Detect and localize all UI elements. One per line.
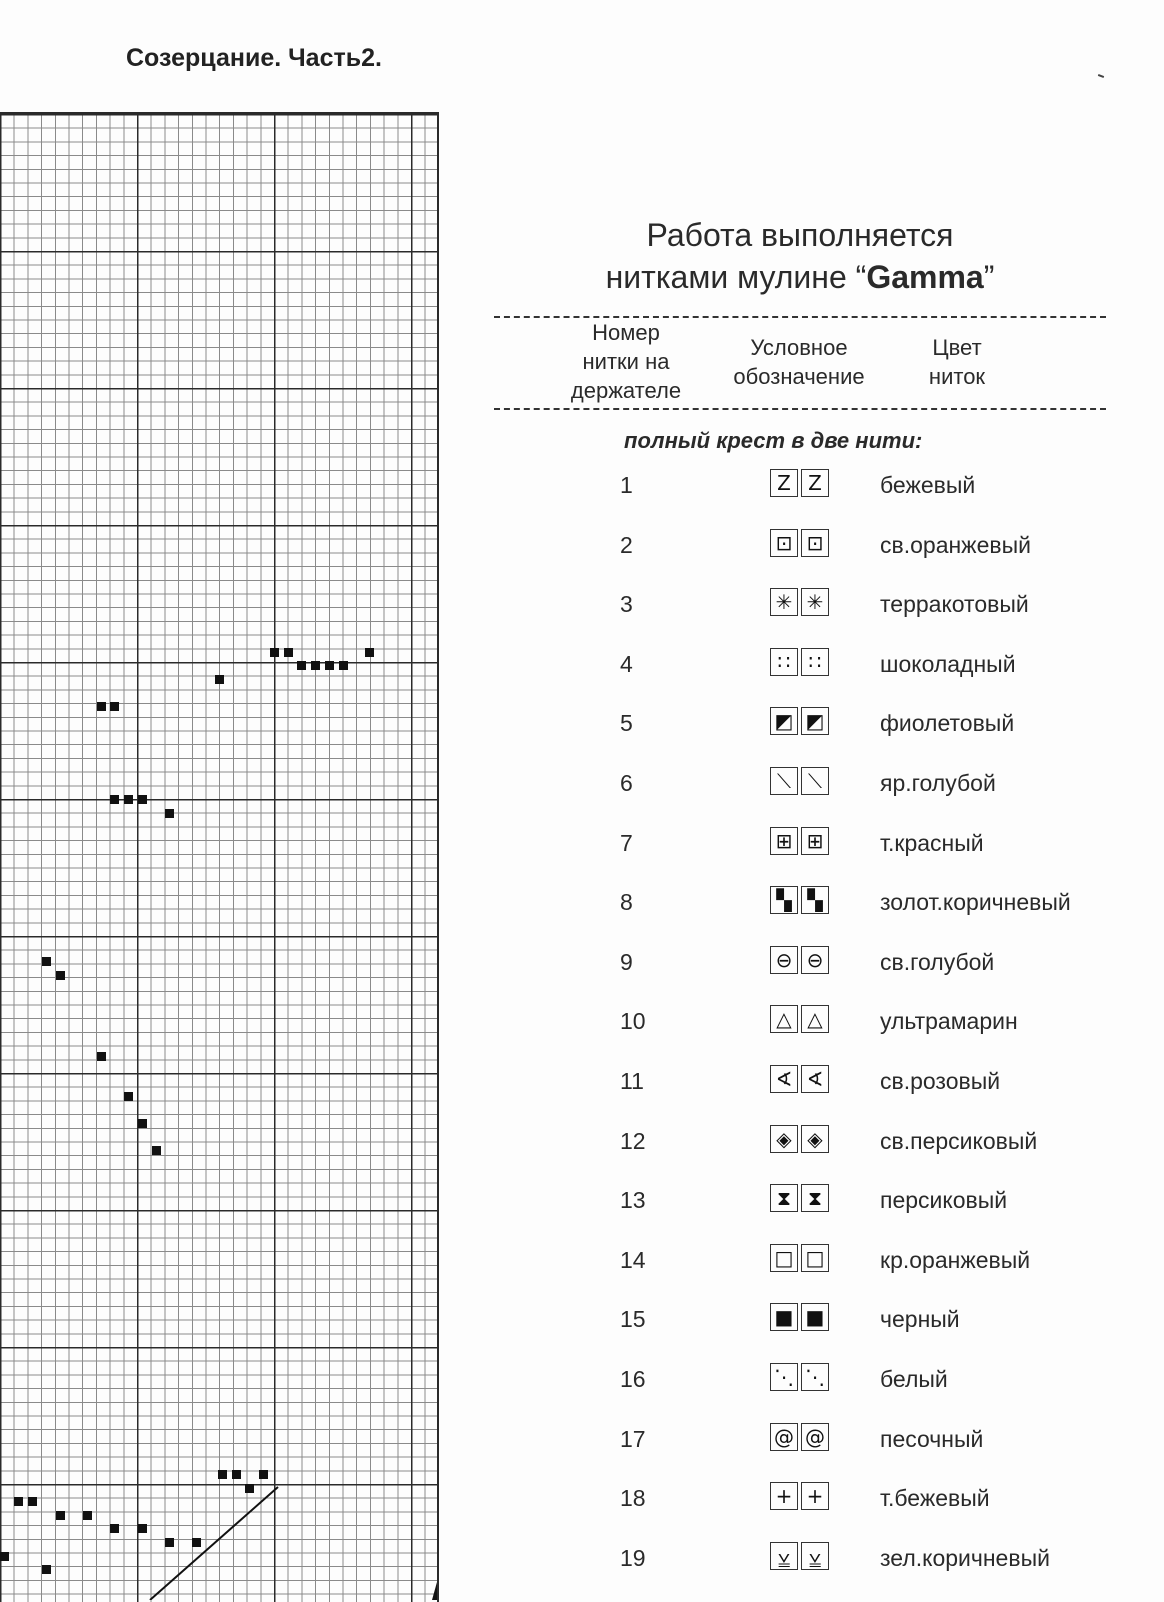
column-header-symbol: Условное обозначение bbox=[733, 335, 865, 389]
thread-number: 13 bbox=[620, 1187, 646, 1214]
legend-row bbox=[620, 1299, 1120, 1339]
half-filled-square-icon bbox=[770, 707, 834, 739]
diagonal-lines-icon bbox=[770, 767, 834, 799]
thread-color: песочный bbox=[880, 1425, 984, 1452]
legend-row bbox=[620, 465, 1120, 505]
symbol-cell: ◩ bbox=[801, 707, 829, 735]
thread-number: 14 bbox=[620, 1246, 646, 1273]
thread-number: 16 bbox=[620, 1366, 646, 1392]
thread-number: 5 bbox=[620, 710, 633, 737]
symbol-cell: ⩣ bbox=[770, 1542, 798, 1570]
thread-number: 1 bbox=[620, 472, 633, 498]
symbol-cell: ◈ bbox=[770, 1125, 798, 1153]
symbol-cell: ■ bbox=[770, 1303, 798, 1331]
thread-color: терракотовый bbox=[880, 591, 1029, 618]
chart-pattern-marks bbox=[0, 112, 437, 1600]
scan-speck bbox=[1098, 74, 1104, 78]
symbol-cell: △ bbox=[801, 1005, 829, 1033]
grid-square-icon bbox=[770, 827, 834, 859]
thread-color: св.голубой bbox=[880, 948, 995, 975]
thread-number: 19 bbox=[620, 1544, 646, 1571]
zigzag-z-icon bbox=[770, 469, 834, 501]
four-dots-icon bbox=[770, 648, 834, 680]
legend-row bbox=[620, 1240, 1120, 1280]
symbol-cell: ⋱ bbox=[801, 1363, 829, 1391]
legend-row bbox=[620, 1538, 1120, 1578]
thread-number: 10 bbox=[620, 1008, 646, 1035]
empty-square-icon bbox=[770, 1244, 834, 1276]
symbol-cell: ⟍ bbox=[770, 767, 798, 795]
symbol-cell: ✳ bbox=[770, 588, 798, 616]
thread-color: т.бежевый bbox=[880, 1485, 990, 1512]
dot-in-square-icon bbox=[770, 529, 834, 561]
symbol-cell: ⧗ bbox=[801, 1184, 829, 1212]
asterisk-icon bbox=[770, 588, 834, 620]
thread-color: т.красный bbox=[880, 829, 984, 856]
thread-color: золот.коричневый bbox=[880, 889, 1071, 916]
symbol-cell: ∢ bbox=[770, 1065, 798, 1093]
thread-color: св.персиковый bbox=[880, 1127, 1038, 1154]
thread-number: 17 bbox=[620, 1425, 646, 1452]
column-header-number: Номер нитки на держателе bbox=[570, 320, 682, 403]
column-header-color: Цвет ниток bbox=[928, 335, 986, 389]
triangle-icon bbox=[770, 1005, 834, 1037]
legend-heading-line1: Работа выполняется bbox=[646, 217, 954, 253]
symbol-cell: ⧗ bbox=[770, 1184, 798, 1212]
symbol-cell: ∷ bbox=[801, 648, 829, 676]
symbol-cell: ⊡ bbox=[770, 529, 798, 557]
symbol-cell: ▚ bbox=[801, 886, 829, 914]
thread-color: зел.коричневый bbox=[880, 1544, 1050, 1571]
symbol-cell: ⊞ bbox=[770, 827, 798, 855]
at-sign-icon bbox=[770, 1423, 834, 1455]
legend-row bbox=[620, 1359, 1120, 1399]
symbol-cell: ⊡ bbox=[801, 529, 829, 557]
legend-row bbox=[620, 1061, 1120, 1101]
symbol-cell: ⩣ bbox=[801, 1542, 829, 1570]
thread-color: яр.голубой bbox=[880, 770, 996, 796]
legend-row bbox=[620, 1478, 1120, 1518]
legend-row bbox=[620, 584, 1120, 624]
symbol-cell: ◈ bbox=[801, 1125, 829, 1153]
legend-row bbox=[620, 1180, 1120, 1220]
legend-row bbox=[620, 525, 1120, 565]
legend-row bbox=[620, 1121, 1120, 1161]
three-dots-icon bbox=[770, 1363, 834, 1395]
symbol-cell: ▚ bbox=[770, 886, 798, 914]
symbol-cell: + bbox=[770, 1482, 798, 1510]
legend-row bbox=[620, 1419, 1120, 1459]
thread-number: 18 bbox=[620, 1485, 646, 1512]
symbol-cell: @ bbox=[770, 1423, 798, 1451]
symbol-cell: Z bbox=[801, 469, 829, 497]
leaf-curve-icon bbox=[770, 1065, 834, 1097]
page-title: Созерцание. Часть2. bbox=[126, 44, 382, 72]
symbol-cell: ⊞ bbox=[801, 827, 829, 855]
legend-heading-line2: нитками мулине “Gamma” bbox=[605, 259, 995, 295]
symbol-cell: ⋱ bbox=[770, 1363, 798, 1391]
thread-number: 12 bbox=[620, 1127, 646, 1154]
symbol-cell: + bbox=[801, 1482, 829, 1510]
symbol-cell: △ bbox=[770, 1005, 798, 1033]
thread-color: св.оранжевый bbox=[880, 531, 1031, 558]
legend-heading bbox=[480, 214, 1120, 298]
thread-color: св.розовый bbox=[880, 1068, 1001, 1094]
filled-square-icon bbox=[770, 1303, 834, 1335]
thread-number: 3 bbox=[620, 591, 633, 618]
diamond-dot-icon bbox=[770, 1125, 834, 1157]
thread-number: 6 bbox=[620, 770, 633, 796]
symbol-cell: □ bbox=[801, 1244, 829, 1272]
legend-row bbox=[620, 763, 1120, 803]
legend-divider-bottom bbox=[494, 408, 1106, 410]
symbol-cell: ∷ bbox=[770, 648, 798, 676]
thread-number: 11 bbox=[620, 1068, 644, 1094]
symbol-cell: ✳ bbox=[801, 588, 829, 616]
legend-row bbox=[620, 882, 1120, 922]
thread-number: 7 bbox=[620, 829, 633, 856]
symbol-cell: ⊖ bbox=[801, 946, 829, 974]
symbol-cell: ■ bbox=[801, 1303, 829, 1331]
symbol-cell: @ bbox=[801, 1423, 829, 1451]
thread-color: белый bbox=[880, 1366, 948, 1392]
brand-name: Gamma bbox=[866, 259, 984, 295]
thread-color: фиолетовый bbox=[880, 710, 1015, 737]
legend-row bbox=[620, 1001, 1120, 1041]
hourglass-icon bbox=[770, 1184, 834, 1216]
thread-color: персиковый bbox=[880, 1187, 1008, 1214]
circle-minus-icon bbox=[770, 946, 834, 978]
thread-color: бежевый bbox=[880, 472, 976, 498]
fan-lines-icon bbox=[770, 1542, 834, 1574]
thread-number: 4 bbox=[620, 650, 633, 677]
thread-color: кр.оранжевый bbox=[880, 1246, 1031, 1273]
symbol-cell: ∢ bbox=[801, 1065, 829, 1093]
legend-row bbox=[620, 644, 1120, 684]
thread-color: ультрамарин bbox=[880, 1008, 1018, 1035]
symbol-cell: Z bbox=[770, 469, 798, 497]
symbol-cell: ⊖ bbox=[770, 946, 798, 974]
legend-row bbox=[620, 942, 1120, 982]
thread-color: черный bbox=[880, 1306, 960, 1333]
thread-number: 15 bbox=[620, 1306, 646, 1333]
thread-number: 9 bbox=[620, 948, 633, 975]
thread-number: 8 bbox=[620, 889, 633, 916]
thread-color: шоколадный bbox=[880, 650, 1016, 677]
plus-icon bbox=[770, 1482, 834, 1514]
thread-number: 2 bbox=[620, 531, 633, 558]
symbol-cell: □ bbox=[770, 1244, 798, 1272]
legend-row bbox=[620, 823, 1120, 863]
symbol-cell: ◩ bbox=[770, 707, 798, 735]
legend-row bbox=[620, 703, 1120, 743]
symbol-cell: ⟍ bbox=[801, 767, 829, 795]
section-label: полный крест в две нити: bbox=[624, 428, 923, 453]
checker-icon bbox=[770, 886, 834, 918]
